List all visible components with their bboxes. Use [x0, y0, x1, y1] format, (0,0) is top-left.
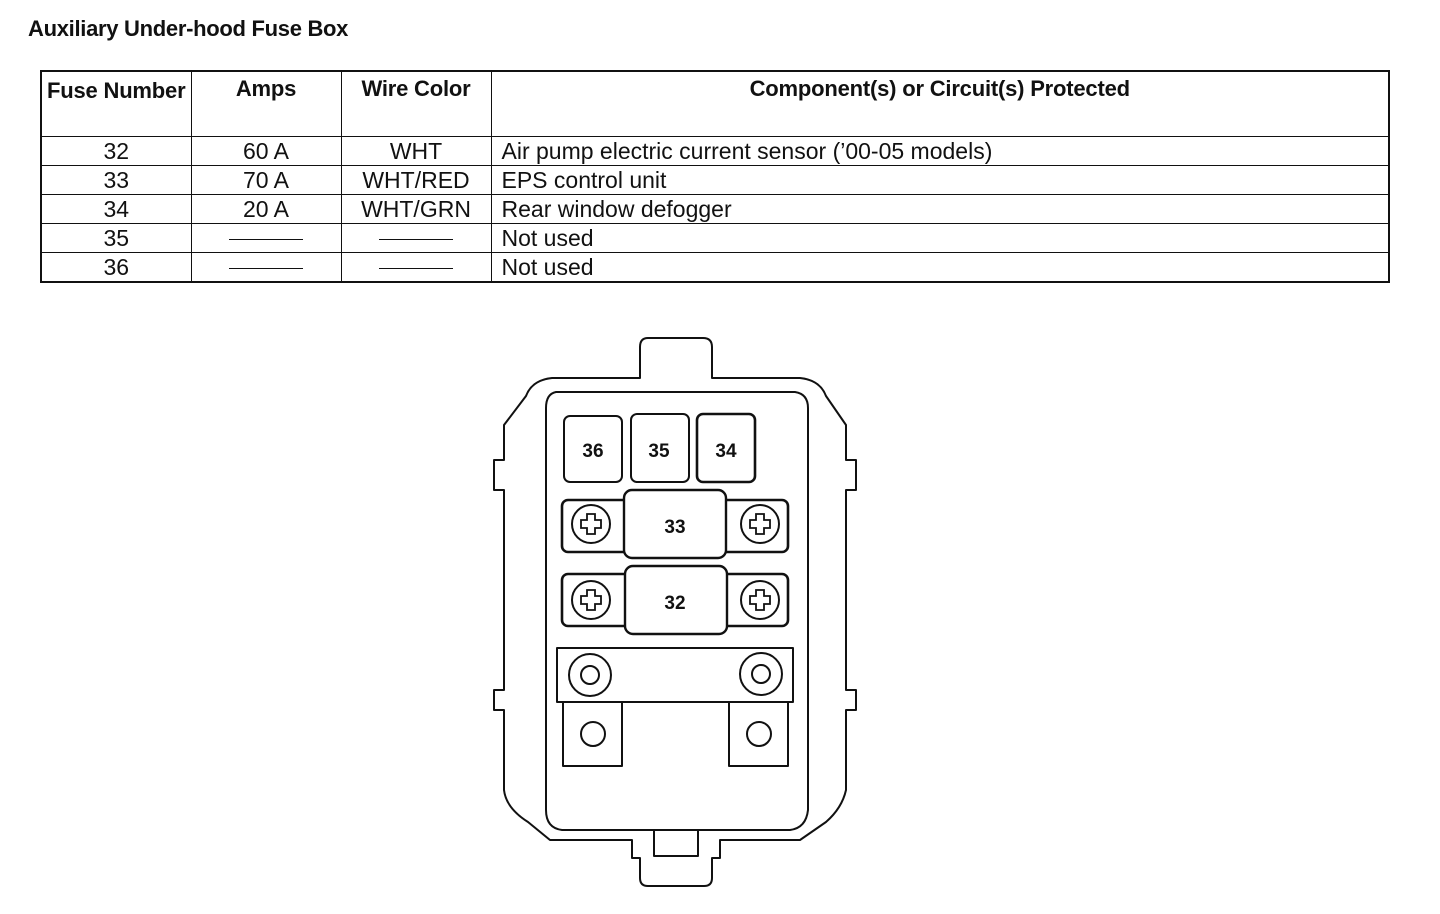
header-fuse-number: Fuse Number — [41, 71, 191, 137]
wire-color-cell: WHT/RED — [341, 166, 491, 195]
protected-cell: Not used — [491, 253, 1389, 283]
lower-terminal-left — [563, 702, 622, 766]
fuse-number-cell: 33 — [41, 166, 191, 195]
amps-cell: 70 A — [191, 166, 341, 195]
fuse-34-label: 34 — [715, 441, 737, 462]
bolt-terminal-icon — [740, 653, 782, 695]
lower-terminal-right — [729, 702, 788, 766]
fuse-32-label: 32 — [664, 593, 686, 614]
page-title: Auxiliary Under-hood Fuse Box — [28, 16, 349, 41]
wire-color-cell: WHT — [341, 137, 491, 166]
fuse-number-cell: 34 — [41, 195, 191, 224]
fuse-36-label: 36 — [582, 441, 604, 462]
amps-cell: 60 A — [191, 137, 341, 166]
protected-cell: Rear window defogger — [491, 195, 1389, 224]
fuse-number-cell: 32 — [41, 137, 191, 166]
header-protected: Component(s) or Circuit(s) Protected — [491, 71, 1389, 137]
screw-terminal-icon — [572, 581, 610, 619]
plus-screw-icon — [581, 590, 601, 610]
screw-terminal-icon — [572, 505, 610, 543]
amps-cell: 20 A — [191, 195, 341, 224]
protected-cell: Not used — [491, 224, 1389, 253]
fuse-number-cell: 36 — [41, 253, 191, 283]
screw-terminal-icon — [741, 505, 779, 543]
bolt-terminal-icon — [752, 665, 770, 683]
fuse-35-label: 35 — [648, 441, 670, 462]
plus-screw-icon — [581, 514, 601, 534]
fuse-33-label: 33 — [664, 517, 686, 538]
plus-screw-icon — [750, 514, 770, 534]
plus-screw-icon — [750, 590, 770, 610]
header-wire-color: Wire Color — [341, 71, 491, 137]
protected-cell: EPS control unit — [491, 166, 1389, 195]
screw-terminal-icon — [741, 581, 779, 619]
header-amps: Amps — [191, 71, 341, 137]
fuse-number-cell: 35 — [41, 224, 191, 253]
bolt-terminal-icon — [581, 666, 599, 684]
protected-cell: Air pump electric current sensor (’00-05 models) — [491, 137, 1389, 166]
wire-color-cell: WHT/GRN — [341, 195, 491, 224]
bolt-terminal-icon — [569, 654, 611, 696]
